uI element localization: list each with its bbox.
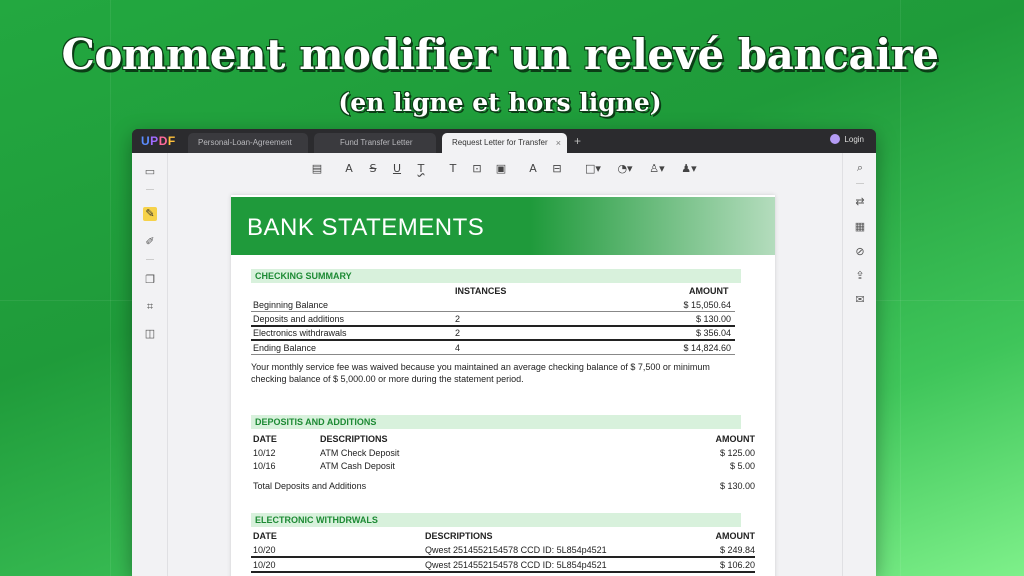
- divider: [146, 189, 154, 190]
- column-header-descriptions: DESCRIPTIONS: [425, 531, 493, 541]
- withdrawal-row-date: 10/20: [253, 560, 276, 570]
- email-icon[interactable]: ✉: [855, 294, 865, 306]
- comment-icon[interactable]: ▤: [311, 161, 323, 175]
- statement-title: BANK STATEMENTS: [247, 214, 485, 241]
- column-header-date: DATE: [253, 531, 277, 541]
- summary-row-amount: $ 356.04: [695, 328, 731, 338]
- underline-icon[interactable]: U: [392, 161, 402, 175]
- statement-banner: [231, 197, 775, 255]
- withdrawal-row-date: 10/20: [253, 545, 276, 555]
- deposit-row-date: 10/16: [253, 461, 276, 471]
- layers-icon[interactable]: ◫: [144, 328, 156, 340]
- close-tab-icon[interactable]: ×: [555, 138, 561, 148]
- withdrawal-row-amount: $ 249.84: [719, 545, 755, 555]
- eraser-icon[interactable]: ⊟: [552, 161, 562, 175]
- left-sidebar: [132, 153, 168, 576]
- highlight-icon[interactable]: A: [345, 161, 353, 175]
- headline: Comment modifier un relevé bancaire: [61, 30, 939, 79]
- deposit-total-label: Total Deposits and Additions: [253, 481, 367, 491]
- withdrawal-row-description: Qwest 2514552154578 CCD ID: 5L854p4521: [425, 545, 607, 555]
- convert-icon[interactable]: ⇄: [855, 196, 865, 208]
- summary-row-instances: 2: [455, 314, 461, 324]
- pdf-page[interactable]: [231, 195, 775, 576]
- divider: [251, 354, 735, 355]
- divider: [251, 311, 735, 312]
- divider: [251, 339, 735, 341]
- withdrawal-row-amount: $ 106.20: [719, 560, 755, 570]
- text-icon[interactable]: T: [449, 161, 457, 175]
- summary-row-label: Beginning Balance: [253, 300, 329, 310]
- divider: [251, 571, 755, 573]
- divider: [856, 183, 864, 184]
- pdf-a-icon[interactable]: ▦: [854, 221, 866, 233]
- divider: [251, 556, 755, 558]
- background-gridline: [900, 0, 901, 576]
- updf-logo: UPDF: [141, 134, 176, 148]
- column-header-descriptions: DESCRIPTIONS: [320, 434, 388, 444]
- section-heading-checking: CHECKING SUMMARY: [251, 269, 741, 283]
- deposit-row-date: 10/12: [253, 448, 276, 458]
- app-body: [132, 153, 876, 576]
- reader-mode-icon[interactable]: ▭: [144, 166, 156, 178]
- deposit-row-description: ATM Check Deposit: [320, 448, 400, 458]
- column-header-amount: AMOUNT: [689, 286, 729, 296]
- deposit-row-description: ATM Cash Deposit: [320, 461, 395, 471]
- textbox-icon[interactable]: ⊡: [472, 161, 482, 175]
- login-button[interactable]: Login: [830, 134, 864, 144]
- summary-row-amount: $ 15,050.64: [683, 300, 731, 310]
- search-icon[interactable]: ⌕: [856, 162, 864, 174]
- comment-toolbar: [168, 153, 842, 183]
- summary-row-instances: 4: [455, 343, 461, 353]
- deposit-row-amount: $ 5.00: [729, 461, 755, 471]
- summary-row-amount: $ 130.00: [695, 314, 731, 324]
- protect-icon[interactable]: ⊘: [855, 246, 865, 258]
- column-header-date: DATE: [253, 434, 277, 444]
- tab-request-letter-for-transfer[interactable]: Request Letter for Transfer ×: [442, 133, 567, 153]
- background-gridline: [110, 0, 111, 576]
- column-header-amount: AMOUNT: [715, 531, 755, 541]
- pencil-icon[interactable]: A: [529, 161, 537, 175]
- summary-row-label: Electronics withdrawals: [253, 328, 347, 338]
- sticker-icon[interactable]: ◔▾: [617, 161, 633, 175]
- summary-row-label: Ending Balance: [253, 343, 317, 353]
- signature-icon[interactable]: ♟▾: [681, 161, 697, 175]
- divider: [146, 259, 154, 260]
- text-callout-icon[interactable]: ▣: [495, 161, 507, 175]
- column-header-instances: INSTANCES: [455, 286, 507, 296]
- app-window: [132, 129, 876, 576]
- summary-row-label: Deposits and additions: [253, 314, 345, 324]
- avatar: [830, 134, 840, 144]
- stamp-icon[interactable]: ♙▾: [649, 161, 665, 175]
- divider: [251, 325, 735, 327]
- summary-row-instances: 2: [455, 328, 461, 338]
- subheadline: (en ligne et hors ligne): [338, 88, 662, 117]
- fee-note: Your monthly service fee was waived because you maintained an average checking balance of $ 7,500 or minimum: [251, 362, 710, 372]
- edit-pdf-icon[interactable]: ✐: [145, 236, 155, 248]
- right-sidebar: [842, 153, 876, 576]
- document-viewport[interactable]: [168, 183, 842, 576]
- share-icon[interactable]: ⇪: [855, 270, 865, 282]
- tab-fund-transfer-letter[interactable]: Fund Transfer Letter: [314, 133, 436, 153]
- titlebar: [132, 129, 876, 153]
- shape-icon[interactable]: □▾: [585, 161, 601, 175]
- text-underline-icon[interactable]: T: [417, 161, 425, 175]
- section-heading-withdrawals: ELECTRONIC WITHDRWALS: [251, 513, 741, 527]
- section-heading-deposits: DEPOSITIS AND ADDITIONS: [251, 415, 741, 429]
- column-header-amount: AMOUNT: [715, 434, 755, 444]
- crop-icon[interactable]: ⌗: [146, 301, 154, 313]
- withdrawal-row-description: Qwest 2514552154578 CCD ID: 5L854p4521: [425, 560, 607, 570]
- strikethrough-icon[interactable]: S: [369, 161, 377, 175]
- summary-row-amount: $ 14,824.60: [683, 343, 731, 353]
- tab-personal-loan-agreement[interactable]: Personal-Loan-Agreement: [188, 133, 308, 153]
- organize-pages-icon[interactable]: ❐: [145, 274, 155, 286]
- deposit-row-amount: $ 125.00: [719, 448, 755, 458]
- new-tab-button[interactable]: +: [574, 134, 582, 148]
- deposit-total-amount: $ 130.00: [719, 481, 755, 491]
- fee-note: checking balance of $ 5,000.00 or more during the statement period.: [251, 374, 524, 384]
- comment-mode-icon[interactable]: ✎: [143, 207, 157, 221]
